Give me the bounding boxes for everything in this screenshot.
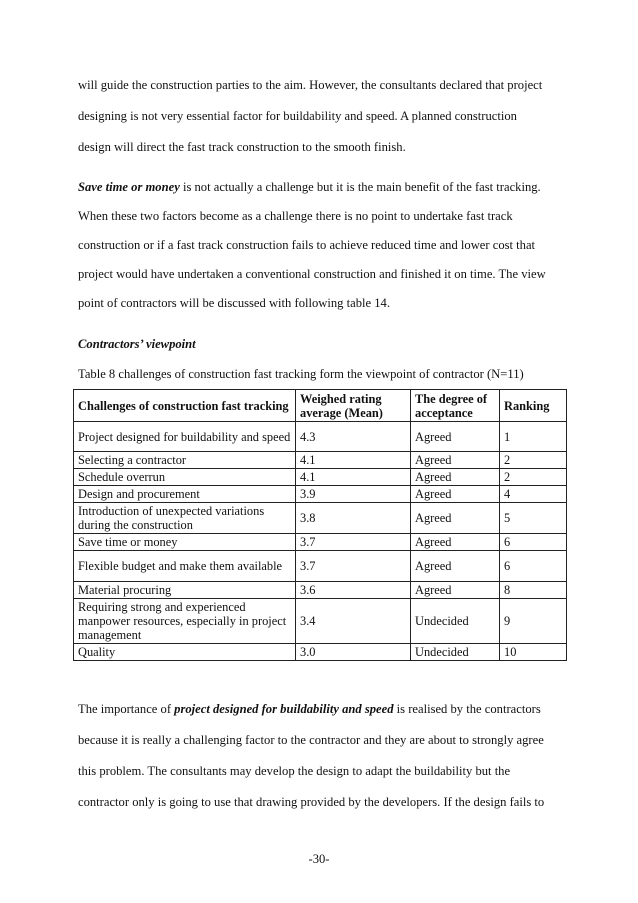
cell-challenge: Selecting a contractor (74, 452, 296, 469)
cell-challenge: Material procuring (74, 582, 296, 599)
para3-first-prefix: The importance of (78, 702, 175, 716)
cell-ranking: 5 (500, 503, 567, 534)
table-row (74, 469, 567, 486)
cell-mean: 3.0 (296, 644, 411, 661)
cell-mean: 3.8 (296, 503, 411, 534)
cell-acceptance: Agreed (411, 452, 500, 469)
cell-mean: 3.6 (296, 582, 411, 599)
para3-first-rest: is realised by the contractors (393, 702, 541, 716)
table-row (74, 582, 567, 599)
header-ranking: Ranking (500, 390, 567, 422)
para2-first-rest: is not actually a challenge but it is the main benefit of the fast tracking. (179, 180, 541, 194)
cell-mean: 3.9 (296, 486, 411, 503)
para1-line-2: designing is not very essential factor for buildability and speed. A planned construction (78, 109, 517, 123)
para1-line-3: design will direct the fast track construction to the smooth finish. (78, 140, 406, 154)
table-row (74, 503, 567, 534)
cell-acceptance: Agreed (411, 469, 500, 486)
cell-acceptance: Agreed (411, 582, 500, 599)
cell-challenge: Save time or money (74, 534, 296, 551)
para3-line-4: contractor only is going to use that drawing provided by the developers. If the design fails to (78, 795, 545, 809)
cell-mean: 4.3 (296, 422, 411, 452)
table-row (74, 534, 567, 551)
cell-acceptance: Agreed (411, 551, 500, 582)
cell-acceptance: Agreed (411, 503, 500, 534)
table-row (74, 452, 567, 469)
cell-challenge: Introduction of unexpected variations during the construction (74, 503, 296, 534)
cell-ranking: 6 (500, 534, 567, 551)
cell-challenge: Schedule overrun (74, 469, 296, 486)
para2-line-3: construction or if a fast track construction fails to achieve reduced time and lower cost that (78, 238, 536, 252)
cell-challenge: Project designed for buildability and speed (74, 422, 296, 452)
page-number: -30- (308, 852, 330, 866)
cell-ranking: 1 (500, 422, 567, 452)
table-row (74, 422, 567, 452)
header-acceptance: The degree of acceptance (411, 390, 500, 422)
challenges-table (73, 389, 567, 661)
cell-mean: 3.7 (296, 534, 411, 551)
header-challenges: Challenges of construction fast tracking (74, 390, 296, 422)
table-row (74, 599, 567, 644)
cell-ranking: 2 (500, 452, 567, 469)
para3-line-1 (78, 701, 541, 717)
para2-line-4: project would have undertaken a conventional construction and finished it on time. The view (78, 267, 546, 281)
cell-challenge: Flexible budget and make them available (74, 551, 296, 582)
cell-acceptance: Agreed (411, 422, 500, 452)
table-row (74, 644, 567, 661)
para2-emphasis: Save time or money (78, 180, 180, 194)
table-header-row (74, 390, 567, 422)
cell-ranking: 9 (500, 599, 567, 644)
cell-ranking: 8 (500, 582, 567, 599)
para3-line-3: this problem. The consultants may develop the design to adapt the buildability but the (78, 764, 511, 778)
cell-acceptance: Agreed (411, 534, 500, 551)
cell-mean: 3.4 (296, 599, 411, 644)
section-heading: Contractors’ viewpoint (78, 337, 196, 351)
cell-mean: 4.1 (296, 452, 411, 469)
cell-ranking: 10 (500, 644, 567, 661)
table-caption: Table 8 challenges of construction fast tracking form the viewpoint of contractor (N=11) (78, 367, 524, 381)
para2-line-5: point of contractors will be discussed with following table 14. (78, 296, 390, 310)
cell-acceptance: Undecided (411, 644, 500, 661)
para2-line-1 (78, 179, 541, 195)
para3-line-2: because it is really a challenging factor to the contractor and they are about to strongly agree (78, 733, 544, 747)
cell-challenge: Quality (74, 644, 296, 661)
cell-ranking: 6 (500, 551, 567, 582)
para1-line-1: will guide the construction parties to the aim. However, the consultants declared that project (78, 78, 543, 92)
table-row (74, 551, 567, 582)
header-mean: Weighed rating average (Mean) (296, 390, 411, 422)
cell-acceptance: Agreed (411, 486, 500, 503)
cell-acceptance: Undecided (411, 599, 500, 644)
cell-mean: 3.7 (296, 551, 411, 582)
cell-ranking: 2 (500, 469, 567, 486)
cell-challenge: Design and procurement (74, 486, 296, 503)
table-row (74, 486, 567, 503)
cell-challenge: Requiring strong and experienced manpower resources, especially in project management (74, 599, 296, 644)
para2-line-2: When these two factors become as a challenge there is no point to undertake fast track (78, 209, 513, 223)
cell-ranking: 4 (500, 486, 567, 503)
para3-emphasis: project designed for buildability and speed (174, 702, 394, 716)
cell-mean: 4.1 (296, 469, 411, 486)
